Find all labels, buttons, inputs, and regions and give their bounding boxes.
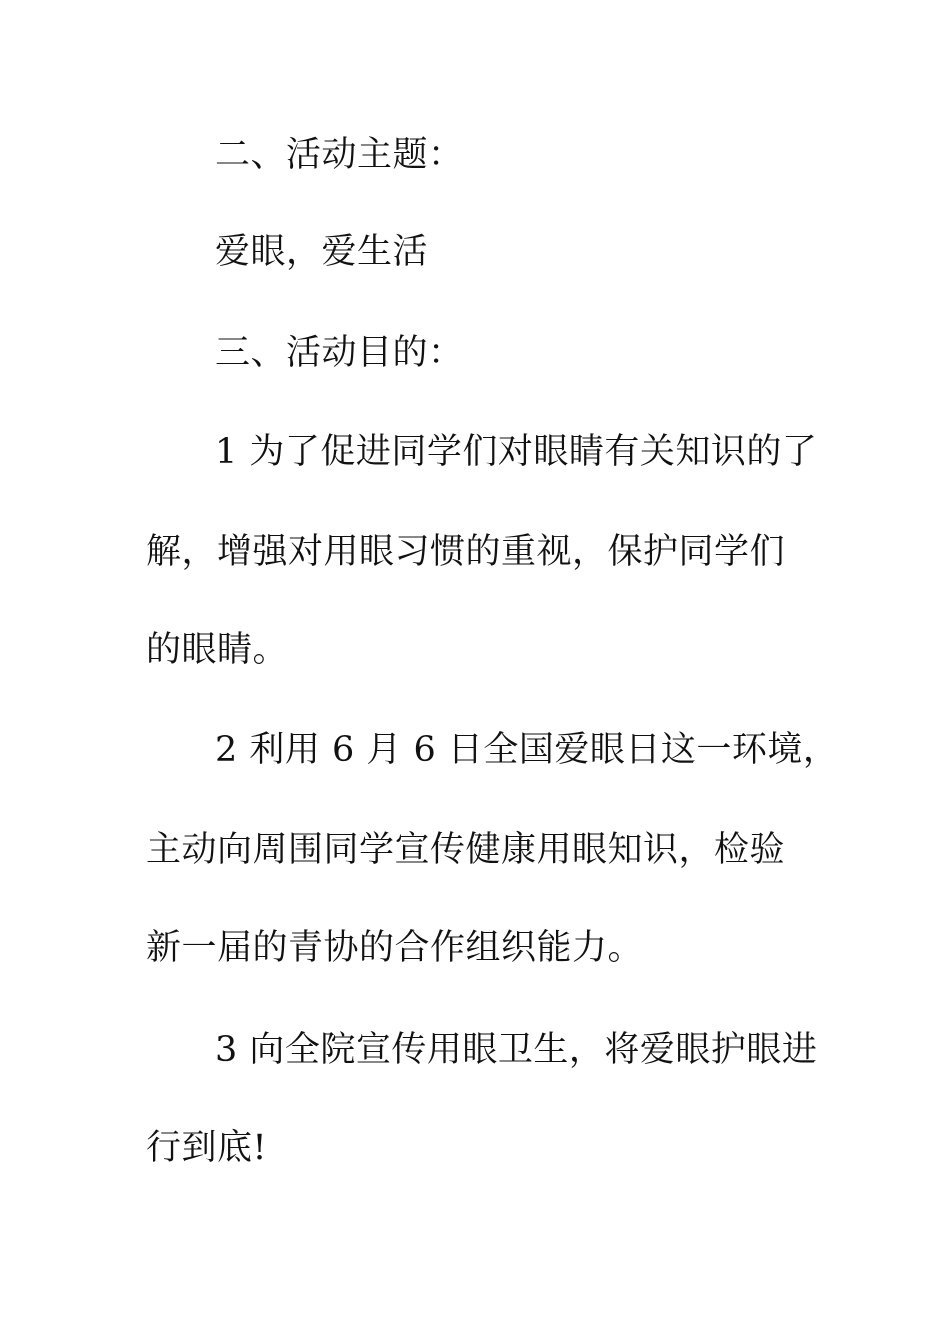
purpose-item-1-line-3: 的眼睛。 <box>146 630 289 670</box>
purpose-item-2-line-2: 主动向周围同学宣传健康用眼知识，检验 <box>146 830 786 870</box>
section-heading-purpose: 三、活动目的： <box>215 333 464 373</box>
purpose-item-1-line-2: 解，增强对用眼习惯的重视，保护同学们 <box>146 532 786 572</box>
purpose-item-2-line-1: 2 利用 6 月 6 日全国爱眼日这一环境， <box>215 730 839 770</box>
section-heading-theme: 二、活动主题： <box>215 135 464 175</box>
purpose-item-1-line-1: 1 为了促进同学们对眼睛有关知识的了 <box>215 432 818 472</box>
purpose-item-3-line-2: 行到底! <box>146 1128 268 1168</box>
theme-text: 爱眼，爱生活 <box>215 232 429 272</box>
purpose-item-2-line-3: 新一届的青协的合作组织能力。 <box>146 928 644 968</box>
purpose-item-3-line-1: 3 向全院宣传用眼卫生，将爱眼护眼进 <box>215 1030 818 1070</box>
